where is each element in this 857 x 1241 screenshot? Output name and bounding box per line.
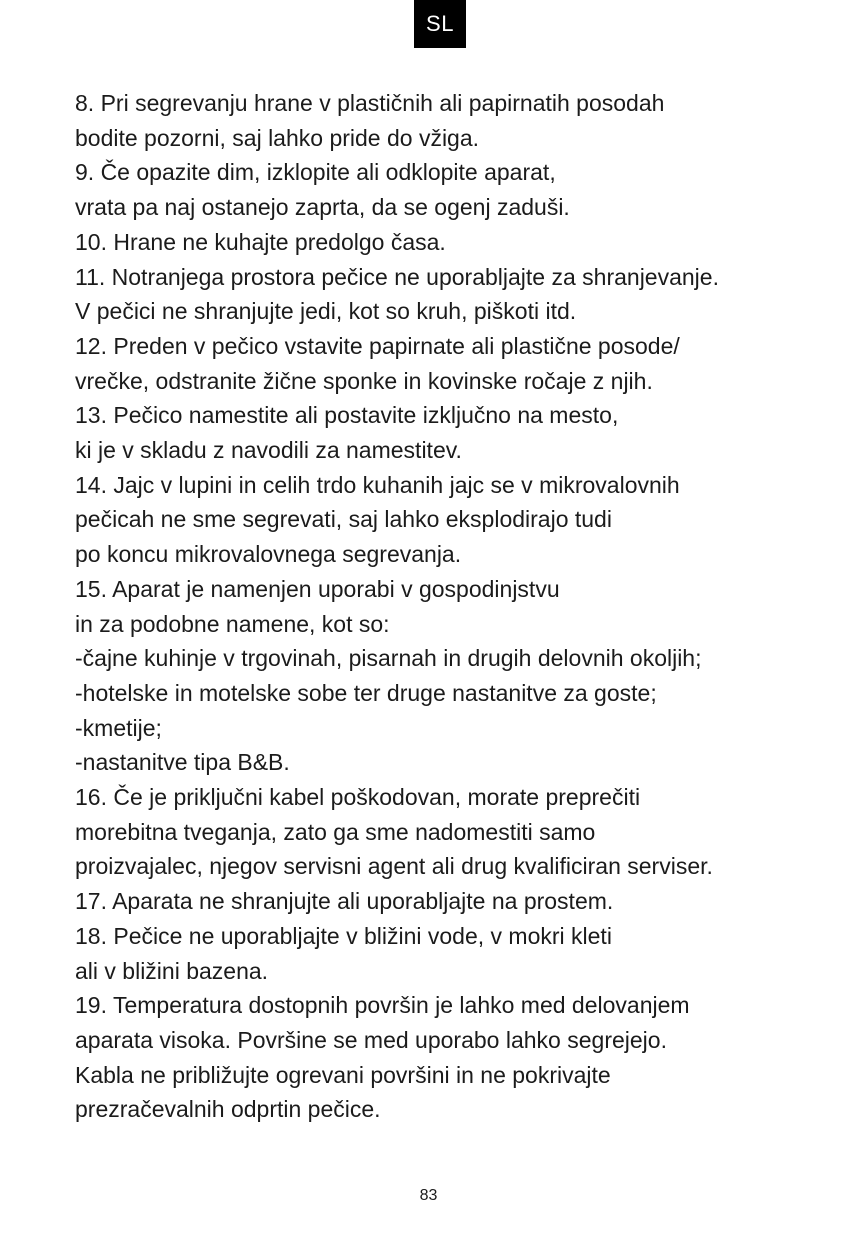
text-line: 8. Pri segrevanju hrane v plastičnih ali papirnatih posodah [75,90,665,116]
text-line: ali v bližini bazena. [75,957,269,984]
text-line: 13. Pečico namestite ali postavite izključno na mesto, [75,402,619,429]
text-line: Kabla ne približujte ogrevani površini in ne pokrivajte [75,1061,611,1088]
instructions-text [75,86,805,1127]
text-line: V pečici ne shranjujte jedi, kot so kruh, piškoti itd. [75,298,577,325]
text-line: bodite pozorni, saj lahko pride do vžiga. [75,124,480,151]
text-line: 12. Preden v pečico vstavite papirnate ali plastične posode/ [75,332,680,359]
text-line: po koncu mikrovalovnega segrevanja. [75,541,462,568]
text-line: vrečke, odstranite žične sponke in kovinske ročaje z njih. [75,367,653,394]
text-line: morebitna tveganja, zato ga sme nadomestiti samo [75,818,596,845]
text-line: -kmetije; [75,714,162,741]
text-line: 18. Pečice ne uporabljajte v bližini vode, v mokri kleti [75,922,612,949]
text-line: aparata visoka. Površine se med uporabo lahko segrejejo. [75,1026,667,1053]
text-line: in za podobne namene, kot so: [75,610,390,637]
text-line: 19. Temperatura dostopnih površin je lahko med delovanjem [75,992,690,1019]
text-line: 15. Aparat je namenjen uporabi v gospodinjstvu [75,575,560,602]
text-line: vrata pa naj ostanejo zaprta, da se ogenj zaduši. [75,194,570,221]
text-line: 17. Aparata ne shranjujte ali uporabljajte na prostem. [75,888,614,915]
text-line: prezračevalnih odprtin pečice. [75,1096,381,1123]
page-number: 83 [419,1187,438,1204]
text-line: 9. Če opazite dim, izklopite ali odklopite aparat, [75,159,556,186]
text-line: 16. Če je priključni kabel poškodovan, morate preprečiti [75,784,641,811]
language-label: SL [426,11,454,36]
text-line: proizvajalec, njegov servisni agent ali drug kvalificiran serviser. [75,853,713,880]
language-badge [414,0,466,48]
text-line: 10. Hrane ne kuhajte predolgo časa. [75,228,446,255]
text-line: pečicah ne sme segrevati, saj lahko eksplodirajo tudi [75,506,612,533]
text-line: 11. Notranjega prostora pečice ne uporabljajte za shranjevanje. [75,263,719,290]
text-line: ki je v skladu z navodili za namestitev. [75,437,462,464]
text-line: -hotelske in motelske sobe ter druge nastanitve za goste; [75,679,657,706]
text-line: -čajne kuhinje v trgovinah, pisarnah in drugih delovnih okoljih; [75,645,702,672]
text-line: -nastanitve tipa B&B. [75,749,290,776]
text-line: 14. Jajc v lupini in celih trdo kuhanih jajc se v mikrovalovnih [75,471,680,498]
